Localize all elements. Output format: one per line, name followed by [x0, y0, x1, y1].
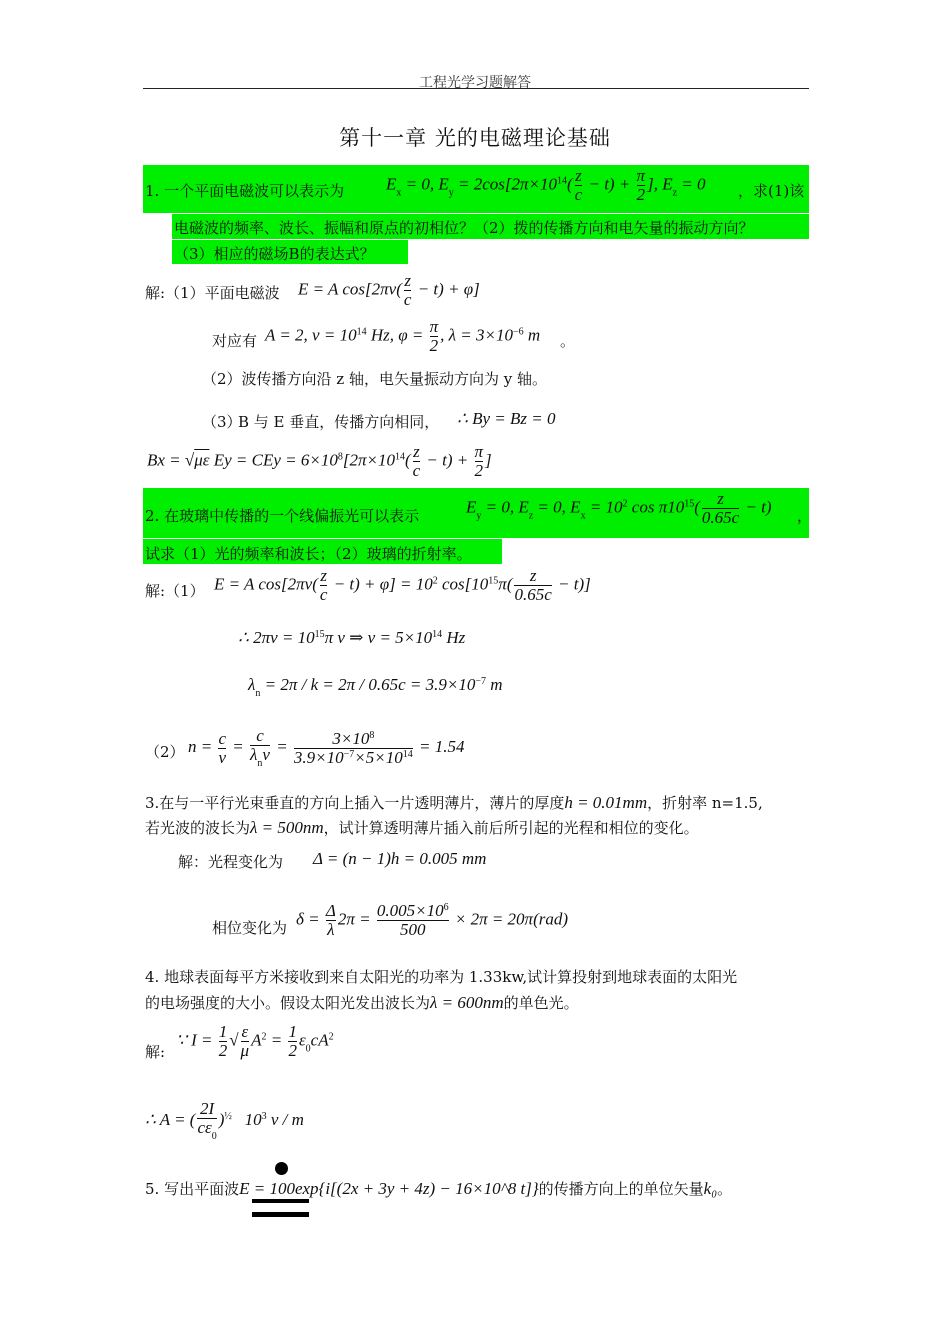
q3-line2	[145, 817, 699, 838]
q1-line1-tail: ，求(1)该	[738, 182, 805, 200]
q1-line2: 电磁波的频率、波长、振幅和原点的初相位？（2）拨的传播方向和电矢量的振动方向？	[174, 219, 754, 237]
q3-line1-text: 3.在与一平行光束垂直的方向上插入一片透明薄片，薄片的厚度	[145, 794, 565, 812]
vector-dot-mark	[275, 1162, 288, 1175]
q4-line2-text: 的电场强度的大小。假设太阳光发出波长为	[145, 994, 431, 1012]
s1-a-label: 解:（1）平面电磁波	[145, 284, 280, 302]
chapter-title: 第十一章 光的电磁理论基础	[339, 126, 611, 150]
q4-line2	[145, 992, 579, 1013]
q1-line3: （3）相应的磁场B的表达式？	[174, 245, 375, 263]
s1-e-equation: Bx = √με Ey = CEy = $6\times 10^8[2\pi\times 10^{14}$( $\frac{z}{c}$ − t) + $\frac{\pi}{2}$ ]	[147, 442, 492, 480]
q3-line1-tail: ，折射率 n=1.5,	[647, 794, 763, 812]
s4-a-equation: ∵ I = $\frac{1}{2}$ √ $\frac{\varepsilon}{\mu}$ $A^2$ = $\frac{1}{2}$ $\varepsilon_0cA^2$	[176, 1022, 334, 1060]
s1-b-label: 对应有	[212, 332, 258, 350]
q2-line1: 2. 在玻璃中传播的一个线偏振光可以表示	[145, 507, 420, 525]
q5-wave-equation: E = 100exp{i[(2x + 3y + 4z) − 16×10^8 t]}	[239, 1179, 539, 1198]
q5-end: 。	[717, 1180, 733, 1198]
q2-line1-tail: ，	[797, 507, 813, 525]
q3-line2-text: 若光波的波长为	[145, 819, 251, 837]
s1-b-equation: A = 2, $\nu = 10^{14}$ Hz, φ = $\frac{\pi}{2}$ , $\lambda = 3\times 10^{-6}$ m	[265, 317, 541, 355]
q5-text: 的传播方向上的单位矢量	[538, 1180, 704, 1198]
s2-d-equation: n = $\frac{c}{v}$ = $\frac{c}{\lambda_n\nu}$ = $\frac{3\times 10^8}{3.9\times 10^{-7}\times 5\times 10^{14}}$ = 1.54	[188, 726, 465, 769]
s3-b-equation: δ = $\frac{\Delta}{\lambda}$ 2π = $\frac{0.005\times 10^6}{500}$ × 2π = 20π(rad)	[296, 901, 569, 939]
q5-line1	[145, 1178, 732, 1199]
s1-d-equation: ∴ By = Bz = 0	[457, 409, 556, 428]
s4-a-label: 解:	[145, 1043, 166, 1061]
vector-bar-mark-lower	[252, 1212, 309, 1217]
q3-line2-tail: ，试计算透明薄片插入前后所引起的光程和相位的变化。	[323, 819, 699, 837]
s2-d-label: （2）	[145, 743, 185, 761]
page-header: 工程光学习题解答	[419, 75, 531, 91]
s3-a-equation: Δ = (n − 1)h = 0.005 mm	[313, 849, 487, 868]
s4-b-equation: ∴ A = ( $\frac{2I}{c\varepsilon_0}$ )$^{\frac{1}{2}}$ $10^3$ v / m	[145, 1099, 304, 1142]
q2-line2: 试求（1）光的频率和波长；（2）玻璃的折射率。	[145, 545, 472, 563]
s1-d-text: B 与 E 垂直，传播方向相同，	[238, 413, 440, 431]
q1-equation: $E_x = 0$, $E_y = 2\cos[2\pi\times 10^{14}$( $\frac{z}{c}$ − t) + $\frac{\pi}{2}$ ], $E_z = 0$	[386, 166, 706, 204]
q4-line1: 4. 地球表面每平方米接收到来自太阳光的功率为 1.33kw,试计算投射到地球表面的太阳光	[145, 968, 738, 986]
s2-c-equation: $\lambda_n = 2\pi / k = 2\pi / 0.65c = 3.9\times 10^{-7}$ m	[248, 675, 503, 699]
q4-wavelength: λ = 600nm	[430, 993, 504, 1012]
s1-c: （2）波传播方向沿 z 轴，电矢量振动方向为 y 轴。	[202, 370, 547, 388]
vector-bar-mark-upper	[252, 1199, 309, 1203]
s1-d-label: （3）	[202, 413, 242, 431]
q3-thickness: h = 0.01mm	[564, 793, 648, 812]
s2-a-label: 解:（1）	[145, 582, 205, 600]
q3-wavelength: λ = 500nm	[250, 818, 324, 837]
header-rule	[143, 88, 809, 89]
s2-a-equation: E = A cos[2πν( $\frac{z}{c}$ − $t) + \varphi] = 10^2$ $\cos[10^{15}\pi$( $\frac{z}{0.65c}$ − t)]	[214, 566, 591, 604]
q4-line2-tail: 的单色光。	[503, 994, 579, 1012]
q5-intro: 5. 写出平面波	[145, 1180, 240, 1198]
s3-b-label: 相位变化为	[212, 919, 288, 937]
s2-b-equation: ∴ $2\pi\nu = 10^{15}\pi$ v ⇒ $\nu = 5\times 10^{14}$ Hz	[238, 628, 466, 647]
q3-line1	[145, 792, 763, 813]
s1-b-tail: 。	[560, 332, 576, 350]
q1-intro: 1. 一个平面电磁波可以表示为	[145, 182, 345, 200]
q1-line1	[145, 180, 344, 201]
s3-a-label: 解：光程变化为	[178, 853, 284, 871]
q5-unit-vector: k₀	[703, 1179, 718, 1198]
q2-equation: $E_y = 0$, $E_z = 0$, $E_x = 10^2$ $\cos \pi 10^{15}$( $\frac{z}{0.65c}$ − t)	[466, 489, 772, 527]
s1-a-equation: E = A cos[2πν( $\frac{z}{c}$ − t) + φ]	[298, 271, 480, 309]
